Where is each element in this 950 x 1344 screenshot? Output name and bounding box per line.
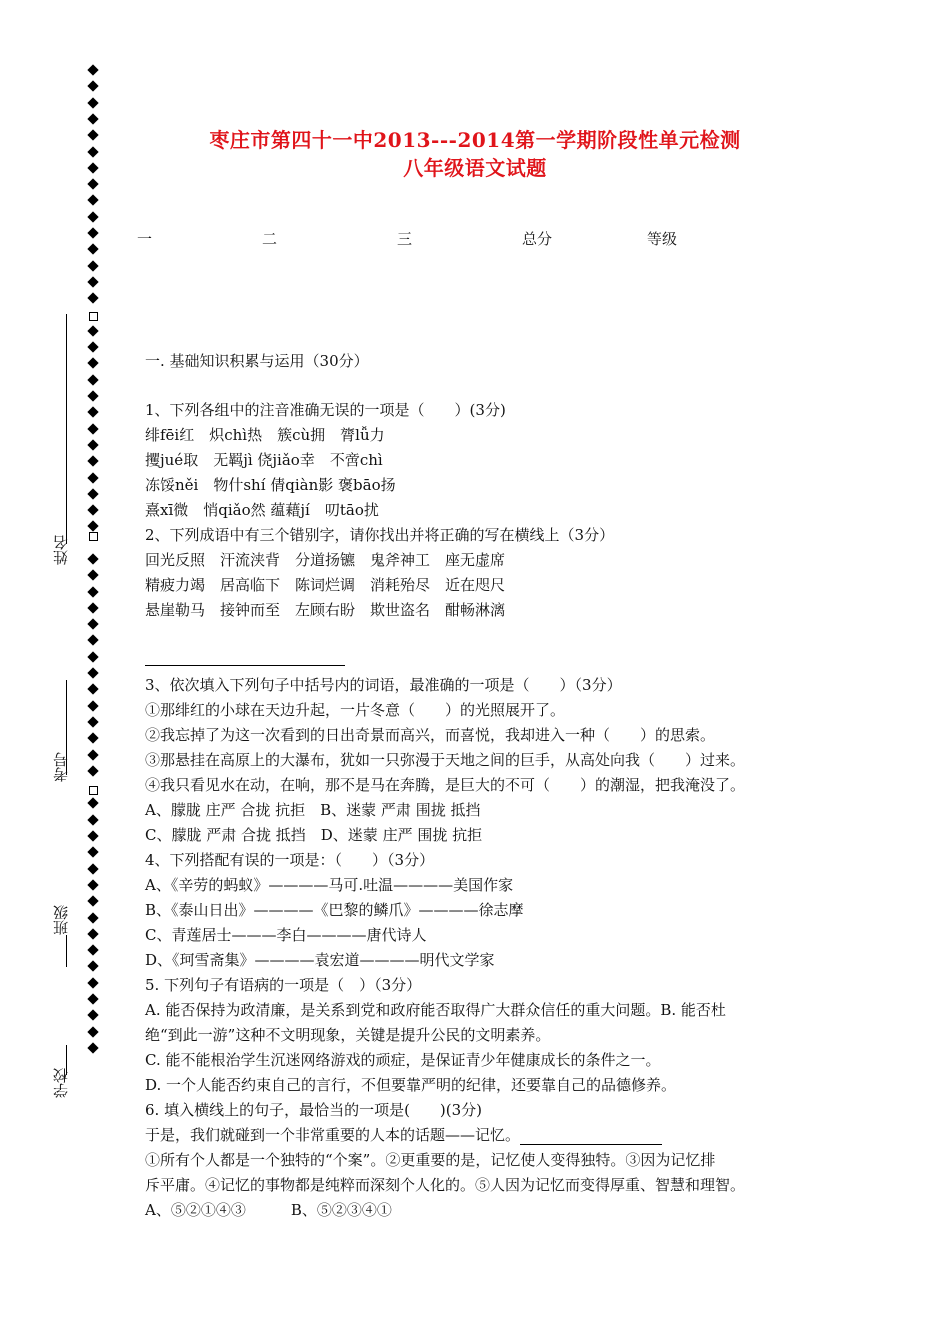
number-label: 考号 <box>52 752 70 782</box>
binding-diamond-icon <box>87 292 98 303</box>
section-heading: 一. 基础知识积累与运用（30分） <box>145 352 369 370</box>
binding-diamond-icon <box>87 586 98 597</box>
binding-diamond-icon <box>87 634 98 645</box>
q5-line: A. 能否保持为政清廉，是关系到党和政府能否取得广大群众信任的重大问题。B. 能否杜 <box>145 1001 726 1019</box>
q4-option: B、《泰山日出》————《巴黎的鳞爪》————徐志摩 <box>145 901 524 919</box>
score-col-total: 总分 <box>522 230 553 248</box>
binding-diamond-icon <box>87 80 98 91</box>
score-col-3: 三 <box>397 230 413 248</box>
binding-diamond-icon <box>87 341 98 352</box>
binding-diamond-icon <box>87 520 98 531</box>
q2-row: 回光反照 汗流浃背 分道扬镳 鬼斧神工 座无虚席 <box>145 551 506 569</box>
q2-stem: 2、下列成语中有三个错别字，请你找出并将正确的写在横线上（3分） <box>145 526 615 544</box>
binding-diamond-icon <box>87 64 98 75</box>
q2-row: 悬崖勒马 接钟而至 左顾右盼 欺世盗名 酣畅淋漓 <box>145 601 506 619</box>
binding-diamond-icon <box>87 912 98 923</box>
class-underline <box>66 935 67 967</box>
page-title: 枣庄市第四十一中2013---2014第一学期阶段性单元检测 <box>209 128 741 152</box>
page-subtitle: 八年级语文试题 <box>403 156 547 180</box>
q3-sentence: ③那悬挂在高原上的大瀑布，犹如一只弥漫于天地之间的巨手，从高处向我（ ）过来。 <box>145 751 746 769</box>
binding-diamond-icon <box>87 194 98 205</box>
binding-diamond-icon <box>87 732 98 743</box>
binding-diamond-icon <box>87 960 98 971</box>
binding-diamond-icon <box>87 569 98 580</box>
binding-diamond-icon <box>87 357 98 368</box>
binding-diamond-icon <box>87 749 98 760</box>
q3-option: A、朦胧 庄严 合拢 抗拒 B、迷蒙 严肃 围拢 抵挡 <box>145 801 481 819</box>
binding-diamond-icon <box>87 97 98 108</box>
binding-diamond-icon <box>87 895 98 906</box>
binding-diamond-icon <box>87 814 98 825</box>
binding-square-icon <box>89 312 98 321</box>
binding-diamond-icon <box>87 618 98 629</box>
name-label: 姓名 <box>52 535 70 565</box>
score-col-grade: 等级 <box>647 230 678 248</box>
binding-diamond-icon <box>87 683 98 694</box>
binding-diamond-icon <box>87 667 98 678</box>
q4-option: D、《珂雪斋集》————袁宏道————明代文学家 <box>145 951 495 969</box>
score-col-1: 一 <box>137 230 153 248</box>
school-label: 学校 <box>52 1068 70 1098</box>
q1-option: 熹xī微 悄qiǎo然 蕴藉jí 叨tāo扰 <box>145 501 379 519</box>
binding-diamond-icon <box>87 374 98 385</box>
binding-diamond-icon <box>87 1009 98 1020</box>
q6-lead <box>145 1125 662 1145</box>
binding-diamond-icon <box>87 797 98 808</box>
binding-diamond-icon <box>87 602 98 613</box>
binding-diamond-icon <box>87 1042 98 1053</box>
score-col-2: 二 <box>262 230 278 248</box>
name-underline <box>66 314 67 544</box>
q1-option: 绯fēi红 炽chì热 簇cù拥 膂lǚ力 <box>145 426 385 444</box>
binding-diamond-icon <box>87 1026 98 1037</box>
q2-row: 精疲力竭 居高临下 陈词烂调 消耗殆尽 近在咫尺 <box>145 576 506 594</box>
binding-diamond-icon <box>87 276 98 287</box>
binding-square-icon <box>89 786 98 795</box>
binding-diamond-icon <box>87 488 98 499</box>
score-table-header <box>0 228 950 248</box>
class-label: 班级 <box>52 905 70 935</box>
q6-line: 斥平庸。④记忆的事物都是纯粹而深刻个人化的。⑤人因为记忆而变得厚重、智慧和理智。 <box>145 1176 746 1194</box>
q5-line: 绝“到此一游”这种不文明现象，关键是提升公民的文明素养。 <box>145 1026 551 1044</box>
binding-diamond-icon <box>87 406 98 417</box>
binding-diamond-icon <box>87 260 98 271</box>
q6-line: ①所有个人都是一个独特的“个案”。②更重要的是，记忆使人变得独特。③因为记忆排 <box>145 1151 716 1169</box>
binding-diamond-icon <box>87 504 98 515</box>
q3-sentence: ④我只看见水在动，在响，那不是马在奔腾，是巨大的不可（ ）的潮湿，把我淹没了。 <box>145 776 746 794</box>
q3-sentence: ②我忘掉了为这一次看到的日出奇景而高兴，而喜悦，我却进入一种（ ）的思索。 <box>145 726 716 744</box>
q6-answer-blank[interactable] <box>520 1128 662 1145</box>
q1-option: 冻馁něi 物什shí 倩qiàn影 褒bāo扬 <box>145 476 396 494</box>
q6-lead-text: 于是，我们就碰到一个非常重要的人本的话题——记忆。 <box>145 1126 521 1144</box>
binding-diamond-icon <box>87 830 98 841</box>
q5-line: C. 能不能根治学生沉迷网络游戏的顽症，是保证青少年健康成长的条件之一。 <box>145 1051 661 1069</box>
q4-option: C、青莲居士———李白————唐代诗人 <box>145 926 427 944</box>
q5-stem: 5. 下列句子有语病的一项是（ ）（3分） <box>145 976 422 994</box>
q5-line: D. 一个人能否约束自己的言行，不但要靠严明的纪律，还要靠自己的品德修养。 <box>145 1076 677 1094</box>
q3-stem: 3、依次填入下列句子中括号内的词语，最准确的一项是（ ）（3分） <box>145 676 622 694</box>
binding-diamond-icon <box>87 863 98 874</box>
binding-diamond-icon <box>87 390 98 401</box>
binding-diamond-icon <box>87 553 98 564</box>
binding-diamond-icon <box>87 944 98 955</box>
q4-stem: 4、下列搭配有误的一项是：（ ）（3分） <box>145 851 435 869</box>
binding-diamond-icon <box>87 716 98 727</box>
binding-diamond-icon <box>87 113 98 124</box>
binding-diamond-icon <box>87 455 98 466</box>
q3-option: C、朦胧 严肃 合拢 抵挡 D、迷蒙 庄严 围拢 抗拒 <box>145 826 483 844</box>
binding-diamond-icon <box>87 765 98 776</box>
q3-sentence: ①那绯红的小球在天边升起，一片冬意（ ）的光照展开了。 <box>145 701 566 719</box>
binding-diamond-icon <box>87 879 98 890</box>
binding-diamond-icon <box>87 700 98 711</box>
binding-square-icon <box>89 532 98 541</box>
binding-diamond-icon <box>87 928 98 939</box>
q1-stem: 1、下列各组中的注音准确无误的一项是（ ）(3分) <box>145 401 506 419</box>
q6-option: A、⑤②①④③ B、⑤②③④① <box>145 1201 392 1219</box>
binding-diamond-icon <box>87 325 98 336</box>
binding-diamond-icon <box>87 472 98 483</box>
binding-diamond-icon <box>87 846 98 857</box>
binding-diamond-icon <box>87 423 98 434</box>
binding-diamond-icon <box>87 211 98 222</box>
binding-diamond-icon <box>87 993 98 1004</box>
binding-diamond-icon <box>87 651 98 662</box>
binding-diamond-icon <box>87 977 98 988</box>
q6-stem: 6. 填入横线上的句子，最恰当的一项是( )(3分) <box>145 1101 483 1119</box>
binding-diamond-icon <box>87 439 98 450</box>
q4-option: A、《辛劳的蚂蚁》————马可.吐温————美国作家 <box>145 876 514 894</box>
answer-blank-line[interactable] <box>145 665 345 666</box>
q1-option: 攫jué取 无羁jì 侥jiǎo幸 不啻chì <box>145 451 383 469</box>
